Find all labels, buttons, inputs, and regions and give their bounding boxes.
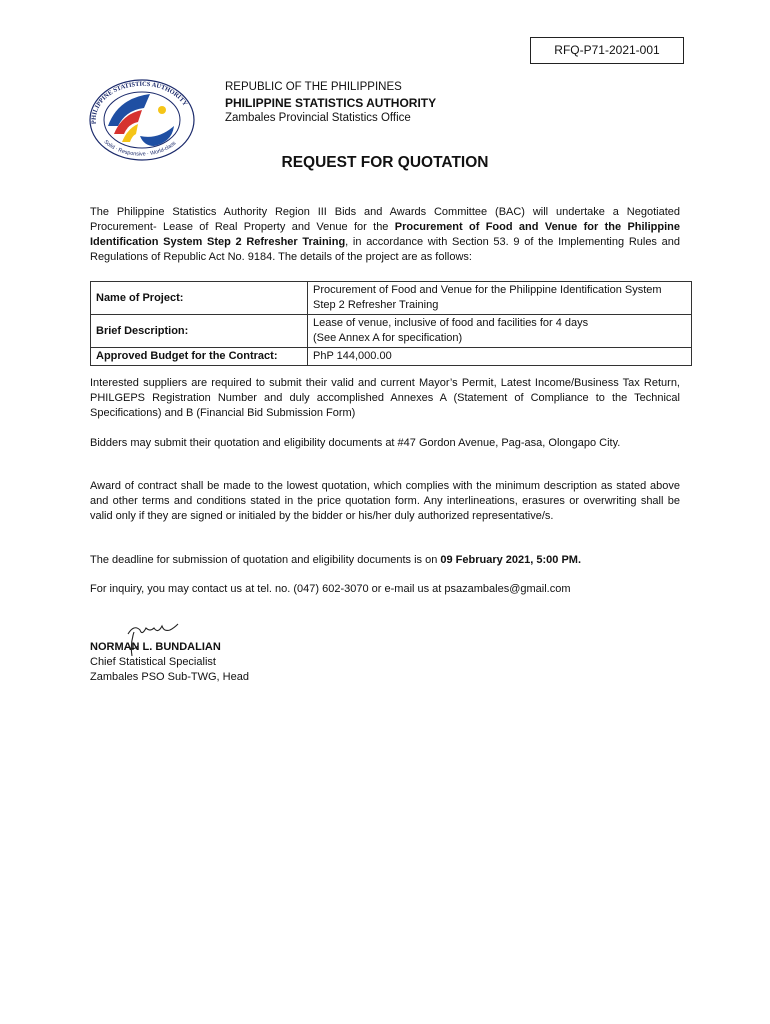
brief-description-label: Brief Description: [91,315,308,348]
republic-line: REPUBLIC OF THE PHILIPPINES [225,81,402,93]
signatory-name: NORMAN L. BUNDALIAN [90,641,221,653]
project-name-value: Procurement of Food and Venue for the Philippine Identification System Step 2 Refresher Training [308,282,692,315]
project-name-label: Name of Project: [91,282,308,315]
inquiry-paragraph: For inquiry, you may contact us at tel. no. (047) 602-3070 or e-mail us at psazambales@gmail.com [90,583,571,595]
psa-logo [78,76,200,162]
intro-text-1: The Philippine Statistics Authority Region III Bids and Awards Committee (BAC) will undertake a Negotiated Procurement- Lease of Real Property and Venue for the [90,206,680,233]
brief-description-value [308,315,692,348]
intro-project-name: Procurement of Food and Venue for the Philippine Identification System Step 2 Refresher Training [90,221,680,248]
svg-text:Solid · Responsive · World-cla: Solid · Responsive · World-class [102,139,178,158]
table-row [91,282,692,315]
office-name: Zambales Provincial Statistics Office [225,112,411,124]
approved-budget-label: Approved Budget for the Contract: [91,348,308,366]
document-title: REQUEST FOR QUOTATION [281,154,489,171]
table-row [91,348,692,366]
intro-paragraph [90,205,680,265]
deadline-text: The deadline for submission of quotation and eligibility documents is on [90,554,441,566]
description-line-2: (See Annex A for specification) [313,332,463,344]
description-line-1: Lease of venue, inclusive of food and facilities for 4 days [313,317,589,329]
approved-budget-value: PhP 144,000.00 [308,348,692,366]
table-row [91,315,692,348]
intro-text-2: , in accordance with Section 53. 9 of the Implementing Rules and Regulations of Republic Act No. 9184. The details of the project are as follows: [90,236,680,263]
reference-number: RFQ-P71-2021-001 [530,37,684,64]
submission-paragraph: Bidders may submit their quotation and eligibility documents at #47 Gordon Avenue, Pag-asa, Olongapo City. [90,437,621,449]
signatory-unit: Zambales PSO Sub-TWG, Head [90,671,249,683]
deadline-paragraph [90,553,680,568]
requirements-paragraph: Interested suppliers are required to submit their valid and current Mayor’s Permit, Latest Income/Business Tax Return, PHILGEPS Registration Number and duly accomplished Annexes A (Statement of Compliance to the Technical Specifications) and B (Financial Bid Submission Form) [90,377,680,419]
deadline-date: 09 February 2021, 5:00 PM. [440,554,582,566]
project-details-table [90,281,692,366]
letterhead [225,80,436,127]
signatory-block [90,640,249,685]
svg-text:PHILIPPINE STATISTICS AUTHORIT: PHILIPPINE STATISTICS AUTHORITY [90,80,189,125]
award-paragraph: Award of contract shall be made to the lowest quotation, which complies with the minimum description as stated above and other terms and conditions stated in the price quotation form. Any interlineations, erasures or overwriting shall be valid only if they are signed or initialed by the bidder or his/her duly authorized representative/s. [90,480,680,522]
signatory-position: Chief Statistical Specialist [90,656,216,668]
agency-name: PHILIPPINE STATISTICS AUTHORITY [225,95,437,110]
